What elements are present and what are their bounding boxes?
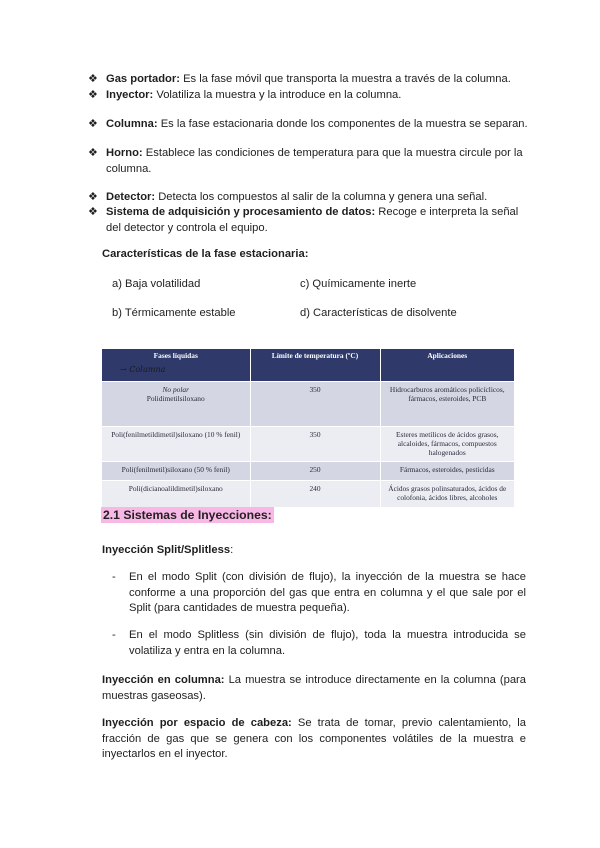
- table-row: [102, 382, 514, 427]
- characteristics-heading: Características de la fase estacionaria:: [102, 248, 309, 260]
- diamond-bullet-icon: ❖: [88, 191, 98, 203]
- dash-bullet: -: [112, 571, 116, 583]
- heading-colon: :: [230, 544, 234, 556]
- applications-cell: Hidrocarburos aromáticos policíclicos, fármacos, esteroides, PCB: [380, 382, 514, 427]
- liquid-phases-table: [102, 349, 514, 507]
- phase-cell: Poli(fenilmetildimetil)siloxano (10 % fenil): [102, 427, 250, 462]
- bullet-gas-portador: [88, 71, 534, 87]
- diamond-bullet-icon: ❖: [88, 118, 98, 130]
- characteristic-item: b) Térmicamente estable: [112, 307, 236, 319]
- bullet-term: Horno:: [106, 147, 143, 159]
- paragraph-term: Inyección en columna:: [102, 674, 225, 686]
- handwritten-annotation: → Columna: [120, 365, 166, 374]
- paragraph-text: Se trata de tomar, previo calentamiento, la fracción de gas que se genera con los componentes volátiles de la muestra e inyectarlos en el inyector.: [102, 717, 526, 760]
- bullet-text: Recoge e interpreta la señal del detector y controla el equipo.: [106, 206, 519, 234]
- paragraph-term: Inyección por espacio de cabeza:: [102, 717, 292, 729]
- temperature-cell: 250: [250, 462, 380, 481]
- characteristic-item: a) Baja volatilidad: [112, 278, 201, 290]
- phase-polarity: No polar: [162, 385, 189, 394]
- header-label: Fases líquidas: [153, 351, 198, 360]
- table-header-limite: Límite de temperatura (ºC): [250, 349, 380, 382]
- dash-item-text: En el modo Splitless (sin división de flujo), toda la muestra introducida se volatiliza y entra en la columna.: [129, 629, 526, 657]
- dash-item-text: En el modo Split (con división de flujo), la inyección de la muestra se hace conforme a una proporción del gas que entra en columna y el que sale por el Split (para cantidades de muestra pequeña).: [129, 571, 526, 614]
- phase-name: Polidimetilsiloxano: [146, 394, 205, 403]
- temperature-cell: 240: [250, 481, 380, 508]
- dash-bullet: -: [112, 629, 116, 641]
- dash-item-splitless: [112, 628, 526, 659]
- temperature-cell: 350: [250, 427, 380, 462]
- bullet-detector: [88, 189, 534, 205]
- split-splitless-heading: [102, 544, 233, 556]
- bullet-text: Es la fase móvil que transporta la muestra a través de la columna.: [179, 73, 511, 85]
- bullet-sistema-adquisicion: [88, 204, 534, 236]
- phase-cell: [102, 382, 250, 427]
- table-row: [102, 481, 514, 508]
- table-header-fases: [102, 349, 250, 382]
- phase-cell: Poli(fenilmetil)siloxano (50 % fenil): [102, 462, 250, 481]
- paragraph-espacio-cabeza: [102, 716, 526, 763]
- paragraph-text: La muestra se introduce directamente en la columna (para muestras gaseosas).: [102, 674, 526, 702]
- heading-text: Inyección Split/Splitless: [102, 544, 231, 556]
- diamond-bullet-icon: ❖: [88, 89, 98, 101]
- paragraph-inyeccion-columna: [102, 673, 526, 704]
- table-row: [102, 462, 514, 481]
- dash-item-split: [112, 570, 526, 617]
- table-row: [102, 427, 514, 462]
- bullet-text: Es la fase estacionaria donde los componentes de la muestra se separan.: [157, 118, 528, 130]
- bullet-columna: [88, 116, 534, 132]
- bullet-text: Detecta los compuestos al salir de la columna y genera una señal.: [155, 191, 488, 203]
- characteristic-item: c) Químicamente inerte: [300, 278, 417, 290]
- applications-cell: Esteres metílicos de ácidos grasos, alcaloides, fármacos, compuestos halogenados: [380, 427, 514, 462]
- bullet-term: Inyector:: [106, 89, 154, 101]
- diamond-bullet-icon: ❖: [88, 73, 98, 85]
- diamond-bullet-icon: ❖: [88, 147, 98, 159]
- bullet-term: Detector:: [106, 191, 156, 203]
- bullet-text: Volatiliza la muestra y la introduce en la columna.: [153, 89, 402, 101]
- bullet-text: Establece las condiciones de temperatura para que la muestra circule por la columna.: [106, 147, 523, 175]
- bullet-inyector: [88, 87, 534, 103]
- bullet-term: Gas portador:: [106, 73, 180, 85]
- bullet-term: Columna:: [106, 118, 158, 130]
- phase-cell: Poli(dicianoalildimetil)siloxano: [102, 481, 250, 508]
- bullet-horno: [88, 145, 534, 177]
- table-header-aplicaciones: Aplicaciones: [380, 349, 514, 382]
- applications-cell: Fármacos, esteroides, pesticidas: [380, 462, 514, 481]
- table-header-row: [102, 349, 514, 382]
- applications-cell: Ácidos grasos polinsaturados, ácidos de colofonia, ácidos libres, alcoholes: [380, 481, 514, 508]
- diamond-bullet-icon: ❖: [88, 206, 98, 218]
- characteristic-item: d) Características de disolvente: [300, 307, 457, 319]
- temperature-cell: 350: [250, 382, 380, 427]
- bullet-term: Sistema de adquisición y procesamiento de datos:: [106, 206, 376, 218]
- section-title-inyecciones: 2.1 Sistemas de Inyecciones:: [103, 508, 272, 522]
